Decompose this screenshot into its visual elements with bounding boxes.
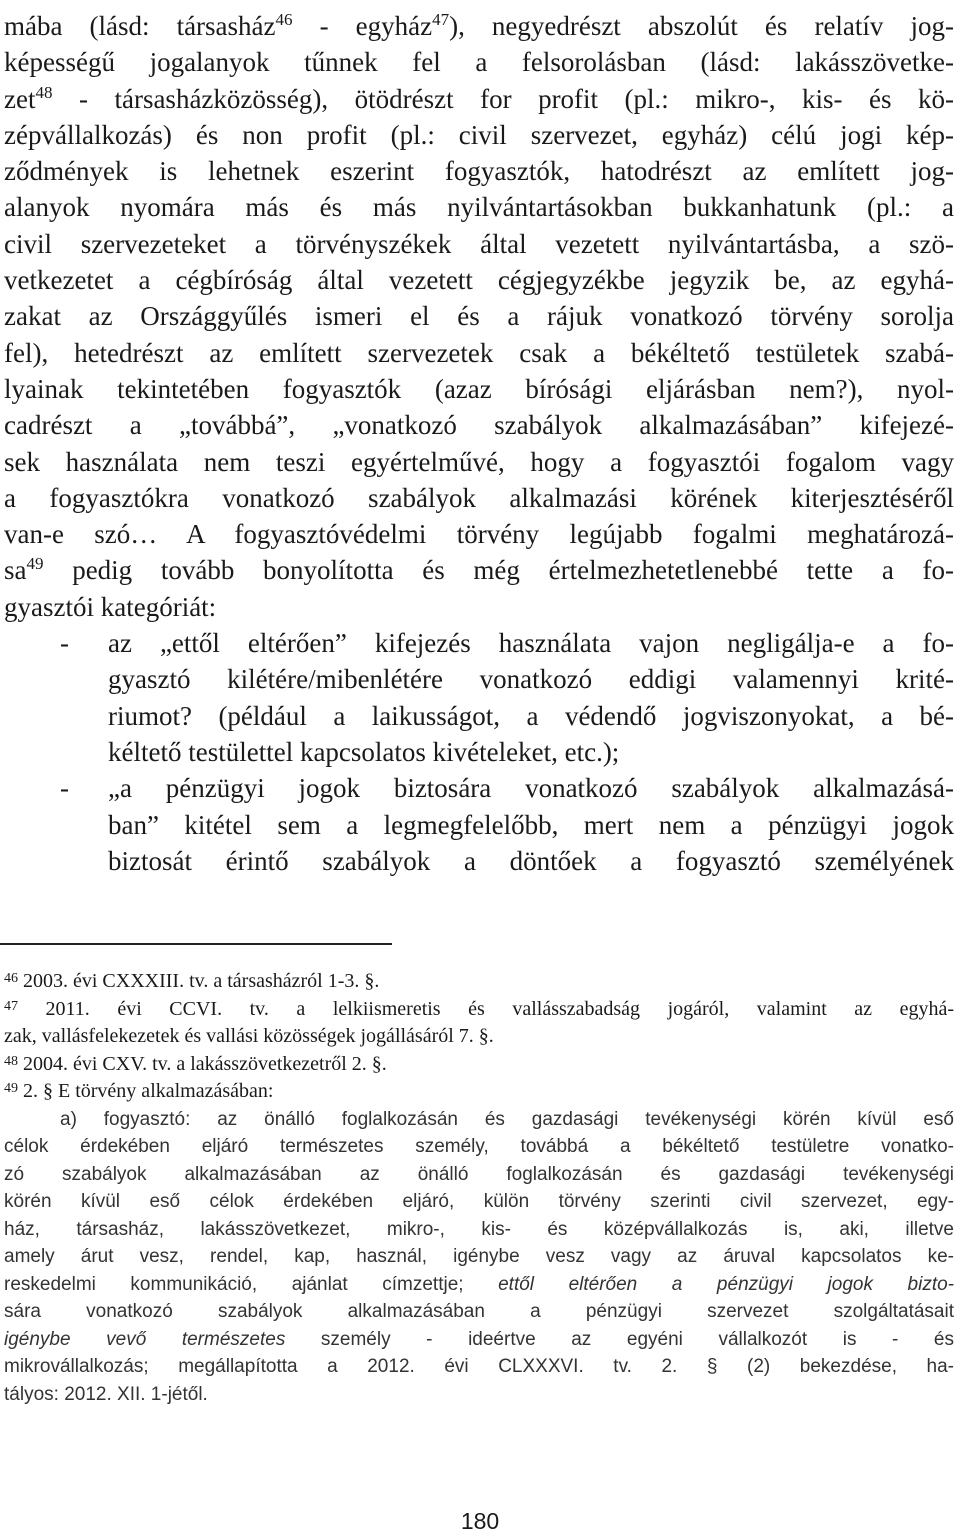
text-line: képességű jogalanyok tűnnek fel a felsorolásban (lásd: lakásszövetke-	[4, 47, 954, 78]
text-line: a fogyasztókra vonatkozó szabályok alkalmazási körének kiterjesztéséről	[4, 482, 954, 513]
quote-line: sára vonatkozó szabályok alkalmazásában a pénzügyi szervezet szolgáltatásait	[4, 1301, 954, 1322]
text-line: mába (lásd: társasház$^{46}$ - egyház$^{47}$), negyedrészt abszolút és relatív jog-	[4, 10, 954, 41]
quote-line: célok érdekében eljáró természetes személy, továbbá a békéltető testületre vonatko-	[4, 1136, 954, 1157]
text-line: ződmények is lehetnek eszerint fogyasztók, hatodrészt az említett jog-	[4, 156, 954, 187]
footnote-ref-46[interactable]: 46	[275, 10, 293, 29]
footnote-48: $^{48}$ 2004. évi CXV. tv. a lakásszövetkezetről 2. §.	[4, 1052, 387, 1075]
main-text	[4, 8, 954, 879]
quote-line: tályos: 2012. XII. 1-jétől.	[4, 1383, 208, 1405]
text-line: alanyok nyomára más és más nyilvántartásokban bukkanhatunk (pl.: a	[4, 192, 954, 223]
quote-line: körén kívül eső célok érdekében eljáró, külön törvény szerinti civil szervezet, egy-	[4, 1191, 954, 1212]
text-line: vetkezetet a cégbíróság által vezetett cégjegyzékbe jegyzik be, az egyhá-	[4, 265, 954, 296]
quote-line: ház, társasház, lakásszövetkezet, mikro-, kis- és középvállalkozás is, aki, illetve	[4, 1218, 954, 1240]
footnote-47-cont: zak, vallásfelekezetek és vallási közösségek jogállásáról 7. §.	[4, 1025, 494, 1047]
text-line: lyainak tekintetében fogyasztók (azaz bírósági eljárásban nem?), nyol-	[4, 373, 954, 404]
footnote-47: $^{47}$ 2011. évi CCVI. tv. a lelkiismeretis és vallásszabadság jogáról, valamint az egyhá-	[4, 997, 954, 1020]
text-line: fel), hetedrészt az említett szervezetek csak a békéltető testületek szabá-	[4, 337, 954, 368]
text-line: gyasztói kategóriát:	[4, 591, 217, 622]
text-line: gyasztó kilétére/mibenlétére vonatkozó eddigi valamennyi krité-	[108, 664, 954, 695]
quote-line: a) fogyasztó: az önálló foglalkozásán és gazdasági tevékenységi körén kívül eső	[60, 1108, 954, 1130]
footnote-ref-48[interactable]: 48	[35, 82, 53, 102]
footnotes	[4, 968, 954, 1408]
text-line: $sa^{49}$ pedig tovább bonyolította és még értelmezhetetlenebbé tette a fo-	[4, 554, 954, 586]
bullet-dash: -	[60, 773, 69, 804]
text-line: riumot? (például a laikusságot, a védendő jogviszonyokat, a bé-	[108, 700, 954, 731]
footnote-49: $^{49}$ 2. § E törvény alkalmazásában:	[4, 1080, 274, 1102]
quote-line: amely árut vesz, rendel, kap, használ, igénybe vesz vagy az áruval kapcsolatos ke-	[4, 1246, 954, 1267]
quote-line: reskedelmi kommunikáció, ajánlat címzettje; ettől eltérően a pénzügyi jogok bizto-	[4, 1273, 954, 1295]
text-line: zet$^{48}$ - társasházközösség), ötödrészt for profit (pl.: mikro-, kis- és kö-	[4, 82, 954, 114]
quote-line: zó szabályok alkalmazásában az önálló foglalkozásán és gazdasági tevékenységi	[4, 1163, 954, 1185]
footnote-49-quote	[4, 1106, 954, 1409]
text-line: kéltető testülettel kapcsolatos kivételeket, etc.);	[108, 736, 620, 767]
text-line: biztosát érintő szabályok a döntőek a fogyasztó személyének	[108, 845, 954, 876]
quote-line: igénybe vevő természetes személy - ideértve az egyéni vállalkozót is - és	[4, 1328, 954, 1350]
bullet-item: - „a pénzügyi jogok biztosára vonatkozó szabályok alkalmazásá-	[4, 770, 954, 806]
footnote-ref-47[interactable]: 47	[432, 10, 450, 29]
text-line: cadrészt a „továbbá”, „vonatkozó szabályok alkalmazásában” kifejezé-	[4, 410, 954, 441]
text-line: civil szervezeteket a törvényszékek által vezetett nyilvántartásba, a szö-	[4, 228, 954, 259]
text-line: zakat az Országgyűlés ismeri el és a rájuk vonatkozó törvény sorolja	[4, 301, 954, 332]
bullet-item: - az „ettől eltérően” kifejezés használata vajon negligálja-e a fo-	[4, 625, 954, 661]
bullet-dash: -	[60, 628, 69, 659]
footnote-ref-49[interactable]: 49	[26, 554, 44, 574]
text-line: sek használata nem teszi egyértelművé, hogy a fogyasztói fogalom vagy	[4, 446, 954, 477]
text-line: ban” kitétel sem a legmegfelelőbb, mert nem a pénzügyi jogok	[108, 809, 954, 840]
footnote-46: $^{46}$ 2003. évi CXXXIII. tv. a társasházról 1-3. §.	[4, 970, 380, 992]
text-line: van-e szó… A fogyasztóvédelmi törvény legújabb fogalmi meghatározá-	[4, 519, 954, 550]
text-line: zépvállalkozás) és non profit (pl.: civil szervezet, egyház) célú jogi kép-	[4, 119, 954, 150]
quote-line: mikrovállalkozás; megállapította a 2012. évi CLXXXVI. tv. 2. § (2) bekezdése, ha-	[4, 1356, 954, 1377]
footnote-separator	[0, 943, 392, 945]
page-number: 180	[460, 1508, 500, 1534]
